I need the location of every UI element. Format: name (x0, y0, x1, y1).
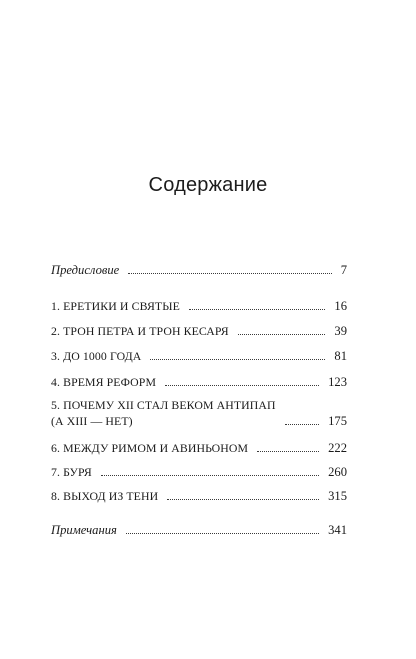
toc-entry-label: 6. МЕЖДУ РИМОМ И АВИНЬОНОМ (51, 441, 249, 455)
dot-leader (257, 451, 319, 452)
toc-entry-label-line-1: 5. ПОЧЕМУ XII СТАЛ ВЕКОМ АНТИПАП (51, 398, 276, 412)
toc-entry-label-line-2: (А XIII — НЕТ) (51, 414, 133, 428)
dot-leader (165, 385, 319, 386)
toc-entry-label: 1. ЕРЕТИКИ И СВЯТЫЕ (51, 299, 180, 313)
toc-page-number: 7 (340, 263, 347, 277)
dot-leader (189, 309, 325, 310)
toc-entry-chapter-3[interactable] (51, 348, 347, 364)
toc-entry-chapter-6[interactable] (51, 440, 347, 456)
toc-entry-chapter-4[interactable] (51, 374, 347, 390)
toc-page-number: 260 (328, 465, 347, 479)
toc-entry-chapter-5[interactable] (51, 397, 347, 429)
toc-page-number: 16 (334, 299, 347, 313)
toc-entry-preface[interactable] (51, 262, 347, 278)
toc-entry-label: 3. ДО 1000 ГОДА (51, 349, 142, 363)
toc-entry-chapter-8[interactable] (51, 488, 347, 504)
toc-entry-chapter-1[interactable] (51, 298, 347, 314)
toc-entry-label: 2. ТРОН ПЕТРА И ТРОН КЕСАРЯ (51, 324, 229, 338)
toc-page-number: 315 (328, 489, 347, 503)
dot-leader (128, 273, 331, 274)
toc-entry-chapter-2[interactable] (51, 323, 347, 339)
toc-page-number: 39 (334, 324, 347, 338)
toc-entry-label: 7. БУРЯ (51, 465, 92, 479)
toc-entry-chapter-7[interactable] (51, 464, 347, 480)
toc-page-number: 123 (328, 375, 347, 389)
toc-page-number: 341 (328, 523, 347, 537)
toc-entry-label: 4. ВРЕМЯ РЕФОРМ (51, 375, 157, 389)
dot-leader (238, 334, 326, 335)
dot-leader (285, 424, 319, 425)
toc-entry-notes[interactable] (51, 522, 347, 538)
toc-entry-label: Предисловие (51, 263, 120, 277)
page-title: Содержание (148, 174, 268, 196)
toc-entry-label (51, 397, 276, 429)
dot-leader (126, 533, 319, 534)
toc-entry-label: Примечания (51, 523, 117, 537)
toc-entry-label: 8. ВЫХОД ИЗ ТЕНИ (51, 489, 159, 503)
dot-leader (167, 499, 319, 500)
toc-page-number: 81 (334, 349, 347, 363)
dot-leader (101, 475, 319, 476)
dot-leader (150, 359, 325, 360)
toc-page-number: 175 (328, 414, 347, 428)
toc-page-number: 222 (328, 441, 347, 455)
